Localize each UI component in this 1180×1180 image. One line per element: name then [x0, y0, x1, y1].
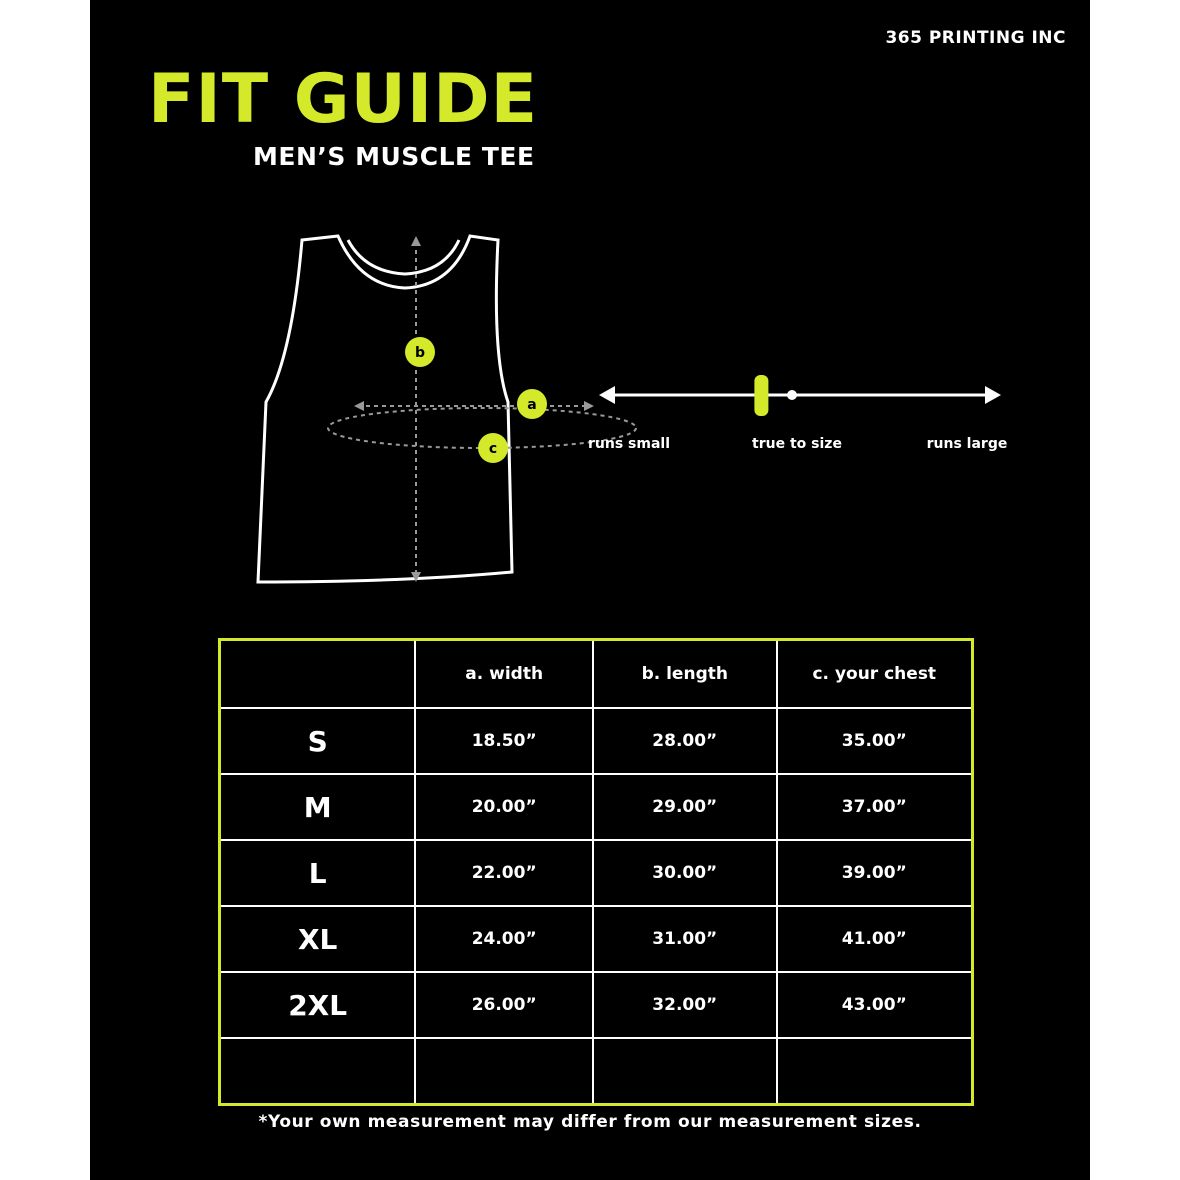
size-label: 2XL [220, 972, 416, 1038]
length-value [593, 1038, 777, 1105]
fit-label-true: true to size [752, 436, 842, 452]
chest-value: 43.00” [777, 972, 973, 1038]
page-title: FIT GUIDE [148, 60, 539, 139]
width-value [415, 1038, 593, 1105]
marker-b [405, 337, 435, 367]
size-label: XL [220, 906, 416, 972]
neckline [348, 240, 459, 274]
fit-label-small: runs small [587, 436, 670, 452]
marker-c [478, 433, 508, 463]
width-value: 22.00” [415, 840, 593, 906]
table-row [220, 708, 973, 774]
width-value: 24.00” [415, 906, 593, 972]
fit-scale-arrow-right [985, 386, 1001, 404]
length-value: 32.00” [593, 972, 777, 1038]
width-arrow-right [584, 401, 594, 411]
size-label: S [220, 708, 416, 774]
fit-scale-midpoint [787, 390, 797, 400]
table-row-empty [220, 1038, 973, 1105]
page-subtitle: MEN’S MUSCLE TEE [253, 142, 535, 171]
table-row [220, 774, 973, 840]
tank-top-diagram [230, 226, 650, 596]
size-label: M [220, 774, 416, 840]
footnote: *Your own measurement may differ from our measurement sizes. [258, 1112, 922, 1132]
header-width: a. width [415, 640, 593, 709]
chest-value [777, 1038, 973, 1105]
header-size [220, 640, 416, 709]
chest-value: 35.00” [777, 708, 973, 774]
svg-text:b: b [414, 345, 426, 361]
fit-scale-arrow-left [599, 386, 615, 404]
marker-a [517, 389, 547, 419]
fit-scale [595, 362, 1005, 432]
chest-value: 41.00” [777, 906, 973, 972]
header-chest: c. your chest [777, 640, 973, 709]
table-row [220, 840, 973, 906]
brand-name: 365 PRINTING INC [885, 28, 1066, 48]
width-value: 18.50” [415, 708, 593, 774]
width-value: 26.00” [415, 972, 593, 1038]
table-row [220, 972, 973, 1038]
fit-label-large: runs large [926, 436, 1008, 452]
header-length: b. length [593, 640, 777, 709]
length-value: 31.00” [593, 906, 777, 972]
size-chart-table [218, 638, 974, 1106]
svg-text:a: a [527, 397, 537, 413]
length-arrow-top [411, 236, 421, 246]
size-label [220, 1038, 416, 1105]
table-header-row [220, 640, 973, 709]
chest-value: 37.00” [777, 774, 973, 840]
table-row [220, 906, 973, 972]
size-label: L [220, 840, 416, 906]
fit-guide-panel [90, 0, 1090, 1180]
length-value: 28.00” [593, 708, 777, 774]
chest-value: 39.00” [777, 840, 973, 906]
length-value: 29.00” [593, 774, 777, 840]
width-arrow-left [354, 401, 364, 411]
length-value: 30.00” [593, 840, 777, 906]
width-value: 20.00” [415, 774, 593, 840]
fit-scale-indicator [754, 375, 768, 416]
svg-text:c: c [488, 441, 498, 457]
